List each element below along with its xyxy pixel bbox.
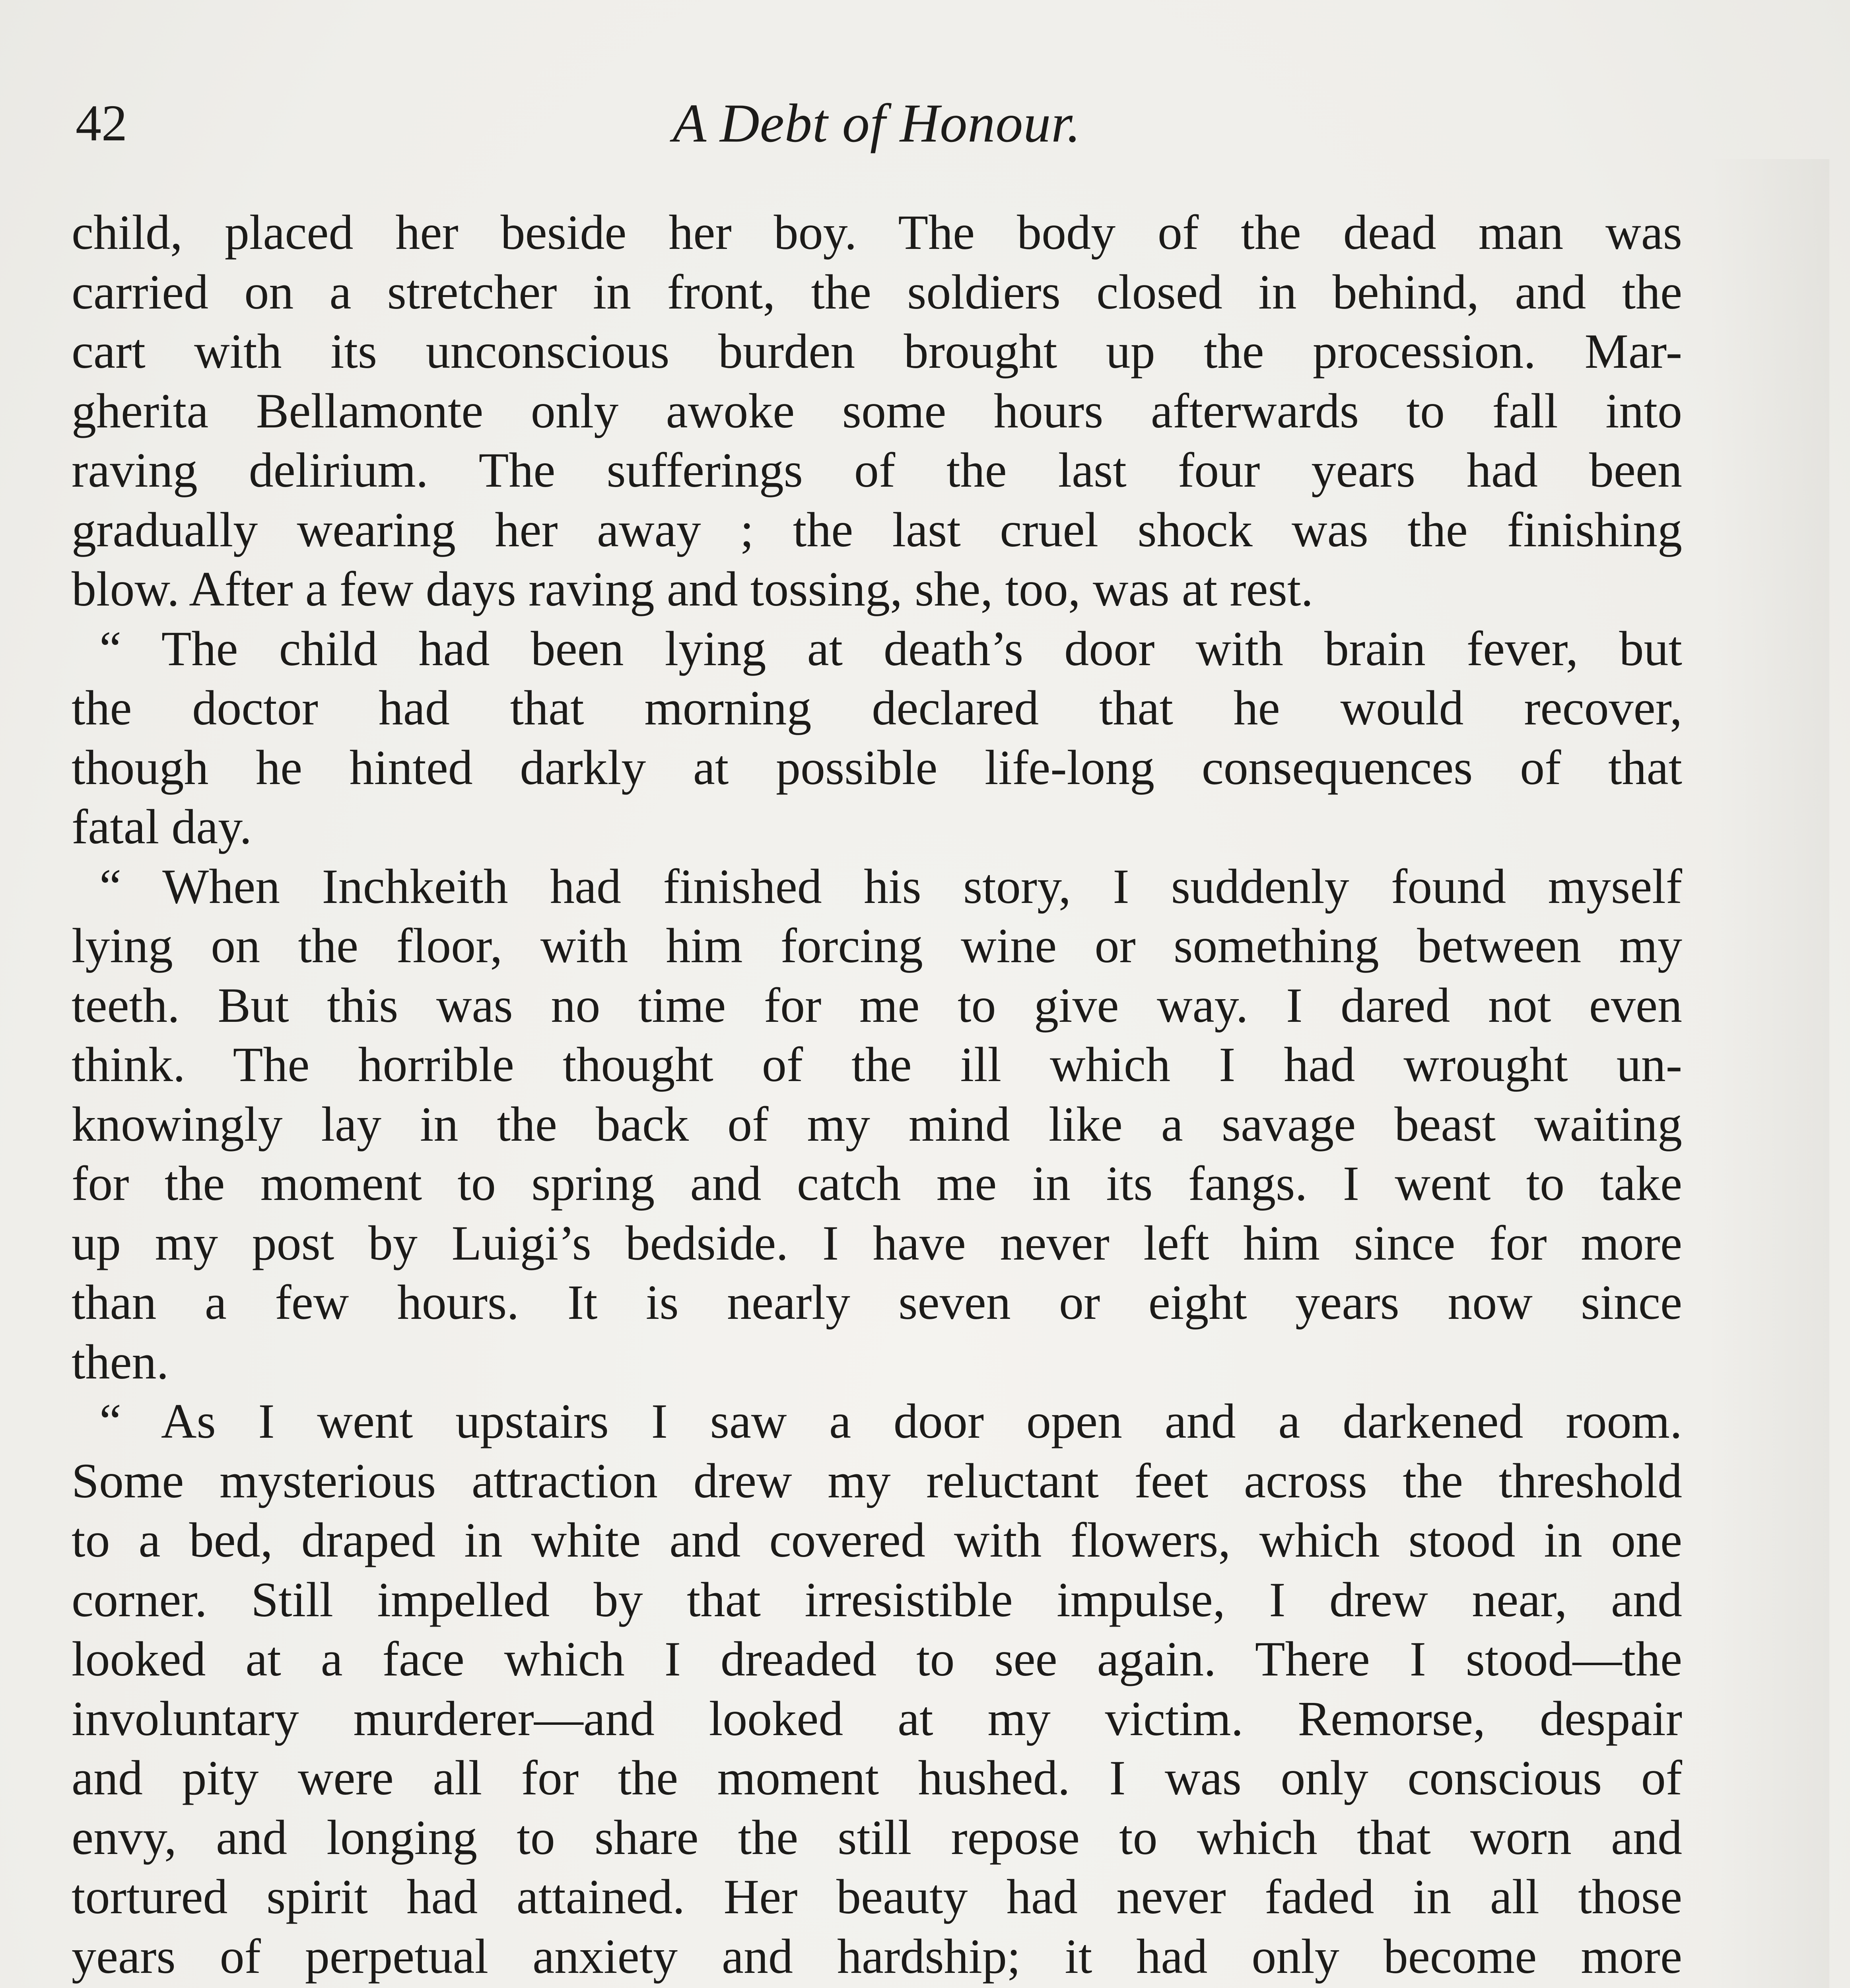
text-line: blow. After a few days raving and tossing, she, too, was at rest. [72, 562, 1314, 616]
text-line: Some mysterious attraction drew my reluctant feet across the threshold [72, 1453, 1682, 1508]
page-shadow [1710, 159, 1829, 1988]
text-line: carried on a stretcher in front, the soldiers closed in behind, and the [72, 264, 1682, 319]
text-line: years of perpetual anxiety and hardship; it had only become more [72, 1929, 1682, 1984]
text-line: fatal day. [72, 800, 252, 854]
body-text [72, 203, 1682, 1988]
text-line: “ When Inchkeith had finished his story, I suddenly found myself [99, 859, 1682, 914]
running-head [76, 93, 1678, 153]
text-line: then. [72, 1334, 169, 1389]
text-line: teeth. But this was no time for me to give way. I dared not even [72, 978, 1682, 1033]
page-number: 42 [76, 95, 127, 152]
text-line: corner. Still impelled by that irresistible impulse, I drew near, and [72, 1572, 1682, 1627]
text-line: envy, and longing to share the still repose to which that worn and [72, 1810, 1682, 1865]
running-title: A Debt of Honour. [672, 93, 1081, 153]
text-line: “ As I went upstairs I saw a door open and a darkened room. [99, 1394, 1682, 1448]
text-line: lying on the floor, with him forcing wine or something between my [72, 918, 1682, 973]
text-line: for the moment to spring and catch me in its fangs. I went to take [72, 1156, 1682, 1211]
text-line: “ The child had been lying at death’s door with brain fever, but [99, 621, 1682, 676]
text-line: up my post by Luigi’s bedside. I have never left him since for more [72, 1215, 1682, 1270]
text-line: though he hinted darkly at possible life-long consequences of that [72, 740, 1682, 795]
text-line: gradually wearing her away ; the last cruel shock was the finishing [72, 502, 1682, 557]
text-line: knowingly lay in the back of my mind like a savage beast waiting [72, 1097, 1682, 1151]
text-line: involuntary murderer—and looked at my victim. Remorse, despair [72, 1691, 1682, 1746]
text-line: tortured spirit had attained. Her beauty had never faded in all those [72, 1870, 1682, 1924]
text-line: raving delirium. The sufferings of the last four years had been [72, 443, 1682, 497]
text-line: to a bed, draped in white and covered with flowers, which stood in one [72, 1513, 1682, 1567]
text-line: gherita Bellamonte only awoke some hours afterwards to fall into [72, 383, 1682, 438]
text-line: and pity were all for the moment hushed. I was only conscious of [72, 1751, 1682, 1805]
text-line: child, placed her beside her boy. The body of the dead man was [72, 205, 1682, 260]
text-line: looked at a face which I dreaded to see again. There I stood—the [72, 1632, 1682, 1686]
text-line: cart with its unconscious burden brought up the procession. Mar- [72, 324, 1682, 379]
text-line: the doctor had that morning declared that he would recover, [72, 681, 1682, 735]
text-line [72, 1986, 1682, 1988]
text-line: think. The horrible thought of the ill which I had wrought un- [72, 1037, 1682, 1092]
text-line: than a few hours. It is nearly seven or eight years now since [72, 1275, 1682, 1330]
